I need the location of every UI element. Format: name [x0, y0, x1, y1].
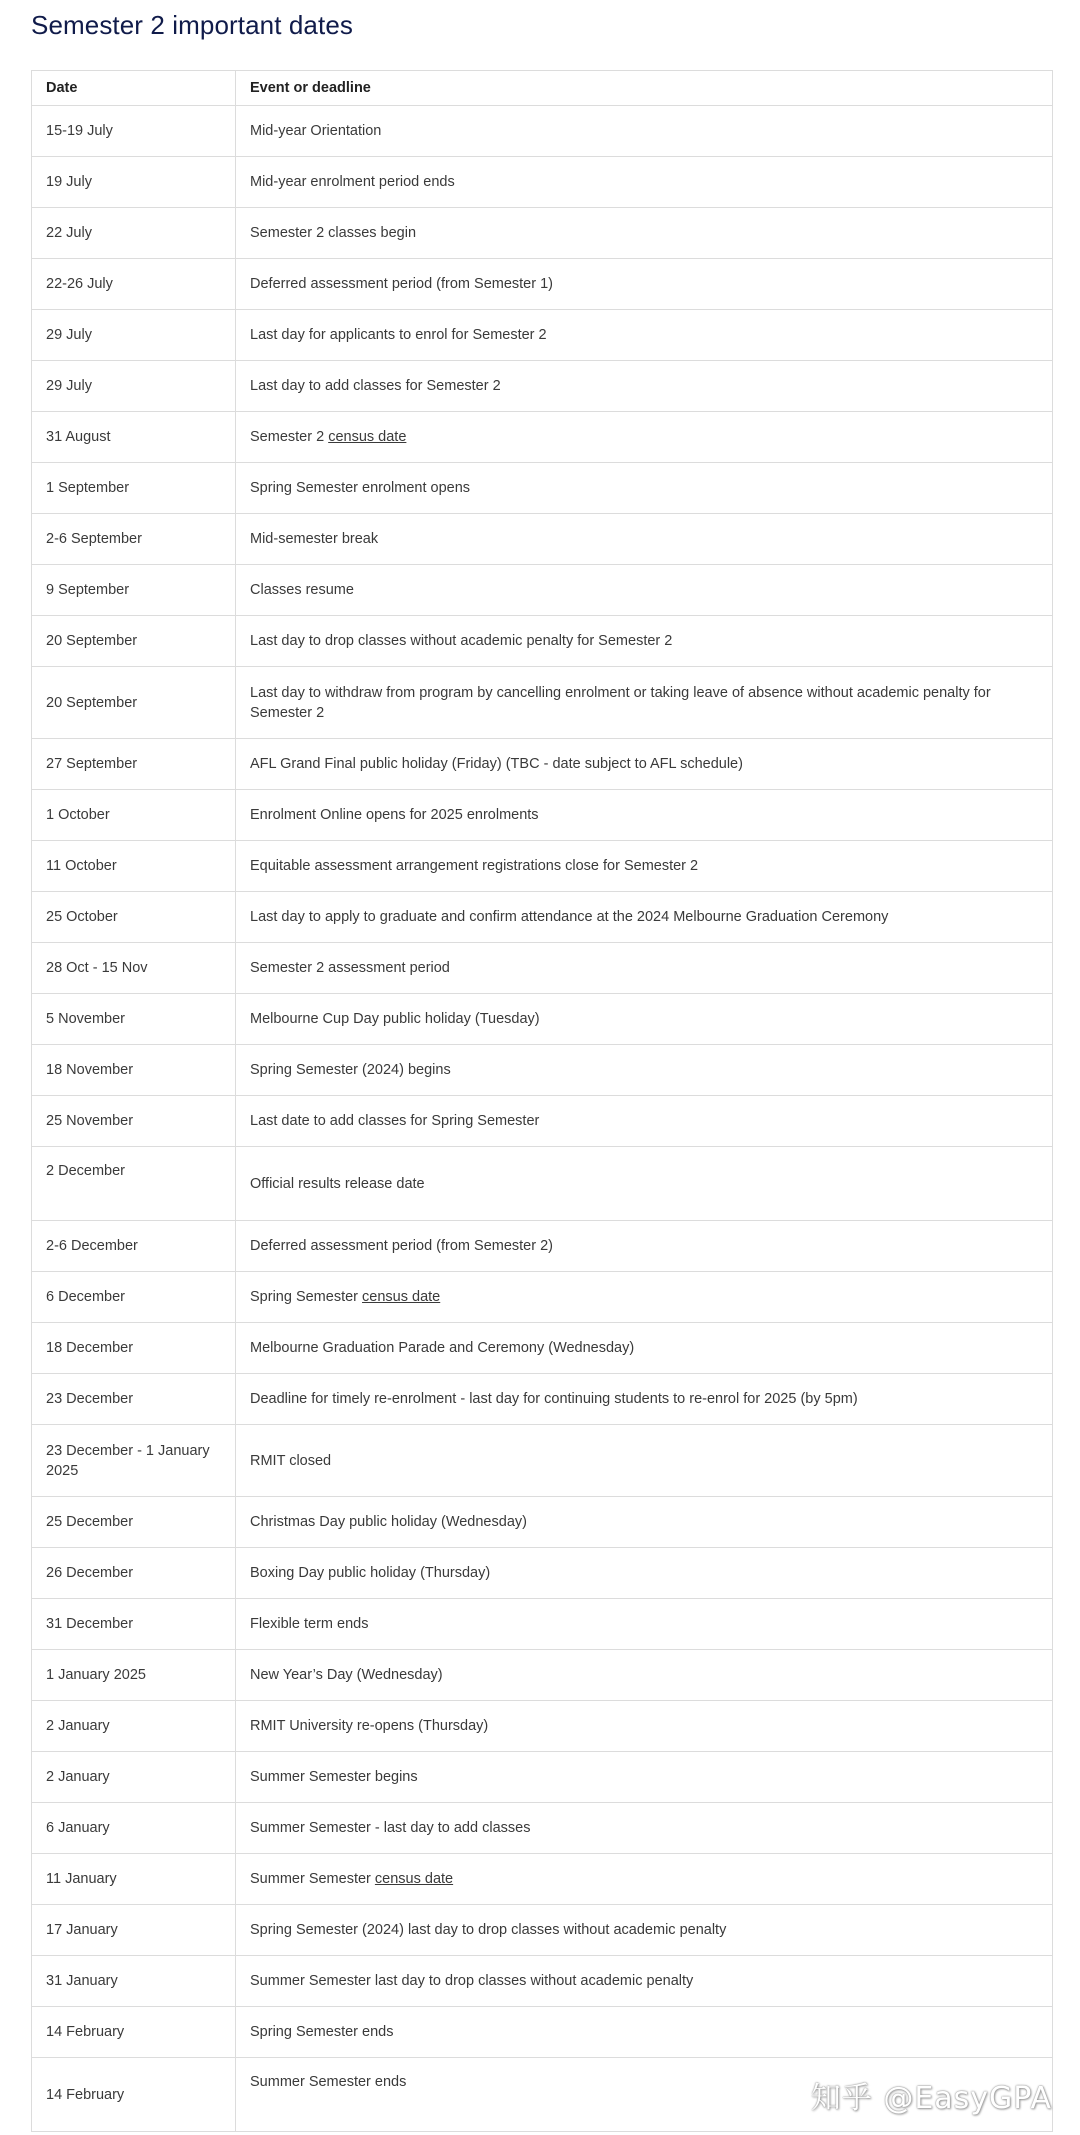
table-row — [32, 1096, 1053, 1147]
event-text: Christmas Day public holiday (Wednesday) — [250, 1514, 527, 1530]
date-cell: 25 November — [32, 1096, 236, 1147]
table-row — [32, 1497, 1053, 1548]
event-text: Boxing Day public holiday (Thursday) — [250, 1565, 491, 1581]
date-cell: 19 July — [32, 157, 236, 208]
event-cell — [236, 739, 1053, 790]
table-header-row — [32, 71, 1053, 106]
event-text: Melbourne Cup Day public holiday (Tuesday) — [250, 1011, 540, 1027]
table-row — [32, 1221, 1053, 1272]
event-cell — [236, 157, 1053, 208]
event-text: Spring Semester enrolment opens — [250, 480, 471, 496]
event-text: Deadline for timely re-enrolment - last day for continuing students to re-enrol for 2025 (by 5pm) — [250, 1391, 858, 1407]
date-cell: 18 December — [32, 1323, 236, 1374]
table-body — [32, 106, 1053, 2132]
event-text: Mid-year enrolment period ends — [250, 174, 455, 190]
event-text: Mid-year Orientation — [250, 123, 382, 139]
date-cell: 14 February — [32, 2058, 236, 2132]
date-cell: 1 October — [32, 790, 236, 841]
event-cell — [236, 565, 1053, 616]
date-cell: 2 January — [32, 1752, 236, 1803]
event-text: Last day to withdraw from program by cancelling enrolment or taking leave of absence without academic penalty for Semester 2 — [250, 684, 991, 721]
date-cell: 1 September — [32, 463, 236, 514]
event-text: Official results release date — [250, 1175, 425, 1192]
table-row — [32, 157, 1053, 208]
date-cell: 9 September — [32, 565, 236, 616]
date-cell: 6 January — [32, 1803, 236, 1854]
event-cell — [236, 1599, 1053, 1650]
date-cell: 5 November — [32, 994, 236, 1045]
event-text: RMIT closed — [250, 1452, 332, 1469]
table-row — [32, 1854, 1053, 1905]
date-cell: 26 December — [32, 1548, 236, 1599]
event-cell — [236, 1147, 1053, 1221]
date-cell: 15-19 July — [32, 106, 236, 157]
date-cell: 28 Oct - 15 Nov — [32, 943, 236, 994]
event-cell — [236, 412, 1053, 463]
event-text: Mid-semester break — [250, 531, 379, 547]
event-text: Summer Semester - last day to add classes — [250, 1820, 531, 1836]
date-cell: 31 January — [32, 1956, 236, 2007]
date-cell: 2-6 September — [32, 514, 236, 565]
table-row — [32, 739, 1053, 790]
event-text: Spring Semester — [250, 1289, 358, 1305]
table-row — [32, 943, 1053, 994]
event-cell — [236, 892, 1053, 943]
event-cell — [236, 1548, 1053, 1599]
table-row — [32, 1374, 1053, 1425]
table-row — [32, 310, 1053, 361]
table-row — [32, 1045, 1053, 1096]
date-cell: 2 January — [32, 1701, 236, 1752]
event-cell — [236, 994, 1053, 1045]
date-cell: 2 December — [32, 1147, 236, 1221]
census-date-link[interactable]: census date — [374, 1871, 454, 1887]
date-cell: 25 December — [32, 1497, 236, 1548]
table-row — [32, 2007, 1053, 2058]
table-row — [32, 1752, 1053, 1803]
date-cell: 22-26 July — [32, 259, 236, 310]
event-cell — [236, 1752, 1053, 1803]
date-cell: 31 December — [32, 1599, 236, 1650]
event-text: Equitable assessment arrangement registrations close for Semester 2 — [250, 858, 699, 874]
event-cell — [236, 1323, 1053, 1374]
event-cell — [236, 1221, 1053, 1272]
table-row — [32, 667, 1053, 739]
event-cell — [236, 1272, 1053, 1323]
event-text: Spring Semester ends — [250, 2024, 394, 2040]
date-cell: 23 December - 1 January 2025 — [32, 1425, 236, 1497]
event-cell — [236, 106, 1053, 157]
date-cell: 27 September — [32, 739, 236, 790]
table-row — [32, 1905, 1053, 1956]
event-text: AFL Grand Final public holiday (Friday) (TBC - date subject to AFL schedule) — [250, 756, 743, 772]
event-text: Semester 2 — [250, 429, 325, 445]
event-cell — [236, 667, 1053, 739]
event-cell — [236, 514, 1053, 565]
table-row — [32, 208, 1053, 259]
event-text: Last day to apply to graduate and confirm attendance at the 2024 Melbourne Graduation Ceremony — [250, 909, 889, 925]
event-cell — [236, 1650, 1053, 1701]
table-row — [32, 841, 1053, 892]
watermark: 知乎 @EasyGPA — [810, 2081, 1052, 2116]
event-cell — [236, 310, 1053, 361]
date-cell: 31 August — [32, 412, 236, 463]
date-cell: 11 October — [32, 841, 236, 892]
event-text: Semester 2 classes begin — [250, 225, 417, 241]
table-row — [32, 616, 1053, 667]
table-row — [32, 1650, 1053, 1701]
event-text: Summer Semester last day to drop classes without academic penalty — [250, 1973, 694, 1989]
event-column-header: Event or deadline — [236, 71, 1053, 106]
event-text: Deferred assessment period (from Semester 2) — [250, 1238, 553, 1254]
date-cell: 25 October — [32, 892, 236, 943]
table-row — [32, 1272, 1053, 1323]
event-cell — [236, 790, 1053, 841]
event-cell — [236, 2007, 1053, 2058]
event-text: Last day to add classes for Semester 2 — [250, 378, 501, 394]
date-cell: 20 September — [32, 667, 236, 739]
table-row — [32, 892, 1053, 943]
date-cell: 20 September — [32, 616, 236, 667]
date-cell: 18 November — [32, 1045, 236, 1096]
date-column-header: Date — [32, 71, 236, 106]
event-cell — [236, 616, 1053, 667]
event-cell — [236, 1045, 1053, 1096]
event-cell — [236, 1905, 1053, 1956]
date-cell: 23 December — [32, 1374, 236, 1425]
table-row — [32, 412, 1053, 463]
event-cell — [236, 1956, 1053, 2007]
page-title: Semester 2 important dates — [31, 10, 353, 40]
date-cell: 17 January — [32, 1905, 236, 1956]
event-text: Flexible term ends — [250, 1616, 369, 1632]
event-text: Last day to drop classes without academic penalty for Semester 2 — [250, 633, 673, 649]
table-row — [32, 565, 1053, 616]
table-row — [32, 1701, 1053, 1752]
event-cell — [236, 208, 1053, 259]
date-cell: 6 December — [32, 1272, 236, 1323]
event-text: RMIT University re-opens (Thursday) — [250, 1718, 489, 1734]
table-row — [32, 1599, 1053, 1650]
date-cell: 22 July — [32, 208, 236, 259]
date-cell: 29 July — [32, 310, 236, 361]
event-cell — [236, 1803, 1053, 1854]
event-cell — [236, 1096, 1053, 1147]
event-text: Spring Semester (2024) last day to drop classes without academic penalty — [250, 1922, 727, 1938]
table-row — [32, 1548, 1053, 1599]
event-cell — [236, 1425, 1053, 1497]
event-cell — [236, 1701, 1053, 1752]
table-row — [32, 1323, 1053, 1374]
event-cell — [236, 361, 1053, 412]
event-text: Melbourne Graduation Parade and Ceremony (Wednesday) — [250, 1340, 635, 1356]
event-text: Last date to add classes for Spring Semester — [250, 1113, 540, 1129]
event-text: Classes resume — [250, 582, 354, 598]
important-dates-table — [31, 70, 1053, 2132]
event-cell — [236, 259, 1053, 310]
event-cell — [236, 1374, 1053, 1425]
table-row — [32, 1803, 1053, 1854]
date-cell: 14 February — [32, 2007, 236, 2058]
event-text: Last day for applicants to enrol for Semester 2 — [250, 327, 547, 343]
event-cell — [236, 463, 1053, 514]
date-cell: 11 January — [32, 1854, 236, 1905]
table-row — [32, 514, 1053, 565]
event-cell — [236, 1854, 1053, 1905]
date-cell: 1 January 2025 — [32, 1650, 236, 1701]
table-row — [32, 259, 1053, 310]
table-row — [32, 463, 1053, 514]
table-row — [32, 1147, 1053, 1221]
event-text: Summer Semester begins — [250, 1769, 418, 1785]
table-row — [32, 994, 1053, 1045]
event-text: Semester 2 assessment period — [250, 960, 450, 976]
event-cell — [236, 1497, 1053, 1548]
event-text: New Year’s Day (Wednesday) — [250, 1667, 443, 1683]
event-text: Summer Semester — [250, 1871, 371, 1887]
date-cell: 2-6 December — [32, 1221, 236, 1272]
date-cell: 29 July — [32, 361, 236, 412]
event-text: Deferred assessment period (from Semester 1) — [250, 276, 553, 292]
table-row — [32, 106, 1053, 157]
table-row — [32, 1956, 1053, 2007]
event-text: Spring Semester (2024) begins — [250, 1062, 451, 1078]
census-date-link[interactable]: census date — [362, 1289, 441, 1305]
event-text: Enrolment Online opens for 2025 enrolments — [250, 807, 539, 823]
table-row — [32, 361, 1053, 412]
table-row — [32, 1425, 1053, 1497]
census-date-link[interactable]: census date — [328, 429, 407, 445]
event-cell — [236, 943, 1053, 994]
event-cell — [236, 841, 1053, 892]
table-row — [32, 790, 1053, 841]
event-text: Summer Semester ends — [250, 2074, 407, 2090]
